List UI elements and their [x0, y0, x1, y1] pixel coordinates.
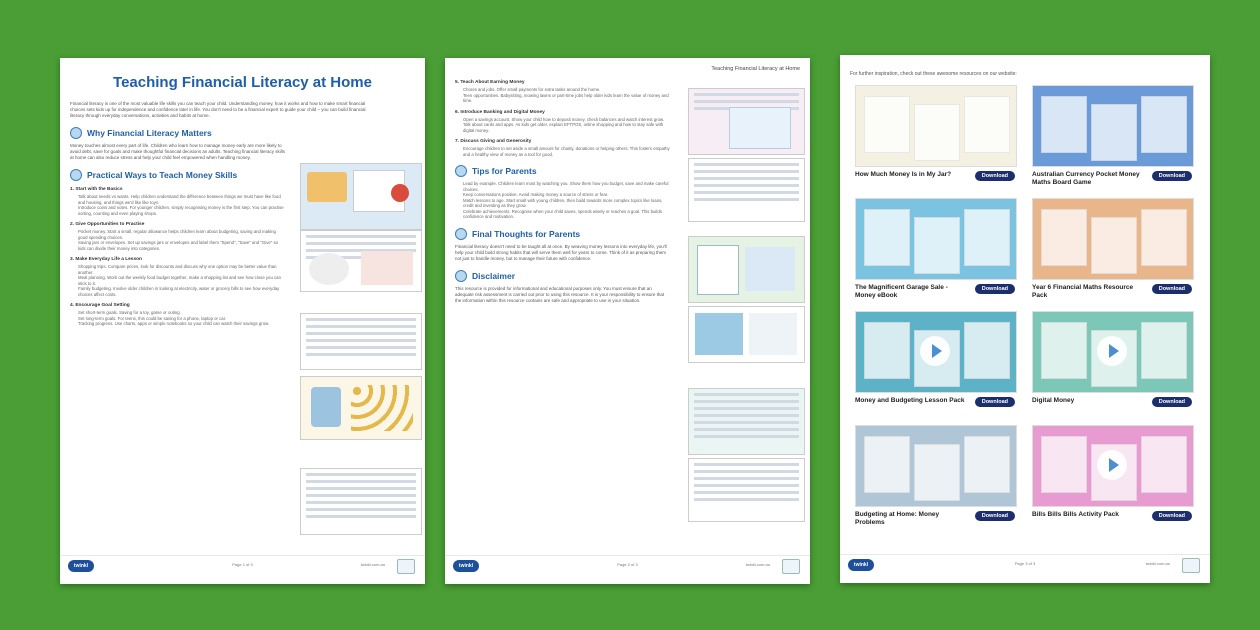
- resource-card[interactable]: [1032, 425, 1192, 519]
- document-page-2: [445, 58, 810, 584]
- step-title: 7. Discuss Giving and Generosity: [455, 139, 532, 144]
- resource-thumbnail[interactable]: [1032, 425, 1194, 507]
- twinkl-logo: twinkl: [453, 560, 479, 572]
- step-bullet: Talk about cards and apps. As kids get older, explain EFTPOS, online shopping and how to stay safe with digital money.: [463, 122, 664, 133]
- page-footer: [840, 554, 1210, 575]
- badge-icon: [782, 559, 800, 574]
- tip-bullet: Celebrate achievements. Recognise when your child saves, spends wisely or reaches a goal. This builds confidence and motivation.: [463, 208, 662, 219]
- play-icon[interactable]: [1097, 450, 1127, 480]
- section-heading: [70, 127, 415, 139]
- resource-thumbnail: [688, 306, 805, 363]
- resource-thumbnail: [300, 230, 422, 292]
- page-number: Page 3 of 3: [1014, 561, 1036, 566]
- resource-thumbnail[interactable]: [1032, 311, 1194, 393]
- resource-card[interactable]: [1032, 85, 1192, 187]
- step-title: 6. Introduce Banking and Digital Money: [455, 109, 545, 115]
- resource-title[interactable]: Bills Bills Bills Activity Pack: [1032, 511, 1119, 518]
- tip-bullet: Keep conversations positive. Avoid making money a source of stress or fear.: [463, 192, 609, 197]
- resource-thumbnail: [688, 388, 805, 455]
- resource-card[interactable]: [1032, 311, 1192, 405]
- section-title: Final Thoughts for Parents: [472, 228, 581, 239]
- twinkl-logo: twinkl: [848, 559, 874, 571]
- section-title: Tips for Parents: [472, 166, 537, 176]
- resource-thumbnail: [300, 313, 422, 370]
- page-title: Teaching Financial Literacy at Home: [113, 74, 372, 91]
- page-footer: [60, 555, 425, 576]
- bulb-icon: [455, 165, 467, 177]
- step-bullet: Tracking progress. Use charts, apps or simple notebooks so your child can watch their savings grow.: [78, 321, 270, 326]
- download-button[interactable]: Download: [975, 284, 1015, 294]
- step-title: 1. Start with the Basics: [70, 187, 123, 192]
- section-heading: [455, 228, 670, 240]
- footer-url: twinkl.com.au: [745, 562, 770, 567]
- resource-card[interactable]: [855, 198, 1015, 300]
- footer-url: twinkl.com.au: [1145, 561, 1170, 566]
- resource-title[interactable]: Money and Budgeting Lesson Pack: [855, 397, 965, 404]
- resource-thumbnail: [688, 458, 805, 522]
- running-head: Teaching Financial Literacy at Home: [711, 66, 800, 72]
- step-bullet: Chores and jobs. Offer small payments for extra tasks around the home.: [463, 87, 601, 92]
- step-bullet: Talk about needs vs wants. Help children understand the difference between things we must have like food and housing, and things we'd like like toys.: [78, 194, 281, 205]
- resource-title[interactable]: Year 6 Financial Maths Resource Pack: [1032, 284, 1134, 299]
- badge-icon: [1182, 558, 1200, 573]
- resource-title[interactable]: Budgeting at Home: Money Problems: [855, 511, 940, 526]
- resource-title[interactable]: Digital Money: [1032, 397, 1075, 404]
- step-title: 4. Encourage Goal Setting: [70, 303, 130, 308]
- resource-card[interactable]: [855, 425, 1015, 527]
- step-bullet: Saving jars or envelopes. Set up savings jars or envelopes and label them "Spend", "Save" and "Give" so kids can divide their money into categories.: [78, 240, 279, 251]
- resource-thumbnail: [688, 236, 805, 303]
- resource-thumbnail[interactable]: [855, 85, 1017, 167]
- bulb-icon: [70, 127, 82, 139]
- step-bullet: Teen opportunities. Babysitting, mowing lawns or part-time jobs help older kids learn the value of money and time.: [463, 92, 669, 103]
- resource-thumbnail: [300, 468, 422, 535]
- step-bullet: Shopping trips. Compare prices, look for discounts and discuss why one option may be better value than another.: [78, 264, 277, 275]
- resource-thumbnail[interactable]: [1032, 85, 1194, 167]
- play-icon[interactable]: [920, 336, 950, 366]
- page-number: Page 2 of 3: [617, 562, 638, 567]
- bulb-icon: [70, 169, 82, 181]
- resource-thumbnail: [688, 88, 805, 155]
- download-button[interactable]: Download: [975, 171, 1015, 181]
- download-button[interactable]: Download: [1152, 171, 1192, 181]
- step-bullet: Set long-term goals. For teens, this could be saving for a phone, laptop or car.: [78, 315, 227, 321]
- resource-thumbnail: [300, 163, 422, 230]
- resource-thumbnail: [688, 158, 805, 222]
- twinkl-logo: twinkl: [68, 560, 94, 572]
- resource-thumbnail[interactable]: [855, 311, 1017, 393]
- intro-text: Financial literacy is one of the most valuable life skills you can teach your child. Understanding money, how it works and how to make smart financial choices sets kids up for independence and confidence later in life. You don't need to be a financial expert to guide your child – you can build financial literacy through everyday conversations, activities and habits at home.: [70, 101, 366, 118]
- footer-url: twinkl.com.au: [360, 562, 385, 567]
- step-bullet: Family budgeting. Involve older children in looking at electricity, water or grocery bills to see how everyday choices affect costs.: [78, 286, 280, 297]
- page-footer: [445, 555, 810, 576]
- download-button[interactable]: Download: [1152, 511, 1192, 521]
- step-title: 2. Give Opportunities to Practise: [70, 222, 145, 227]
- step-bullet: Meal planning. Work out the weekly food budget together, make a shopping list and see how close you can stick to it.: [78, 275, 281, 286]
- step-bullet: Pocket money. Start a small, regular allowance helps children learn about budgeting, saving and making good spending choices.: [78, 229, 276, 240]
- resource-card[interactable]: [855, 311, 1015, 405]
- tip-bullet: Lead by example. Children learn most by watching you. Show them how you budget, save and make careful choices.: [463, 181, 669, 192]
- download-button[interactable]: Download: [1152, 284, 1192, 294]
- bulb-icon: [455, 270, 467, 282]
- download-button[interactable]: Download: [1152, 397, 1192, 407]
- resource-title[interactable]: The Magnificent Garage Sale - Money eBook: [855, 284, 948, 299]
- play-icon[interactable]: [1097, 336, 1127, 366]
- resource-card[interactable]: [1032, 198, 1192, 300]
- section-text: Money touches almost every part of life. Children who learn how to manage money early are more likely to avoid debt, save for goals and make thoughtful financial decisions as adults. Teaching financial literacy skills at home can also reduce stress and help your child feel empowered when handling money.: [70, 143, 286, 160]
- download-button[interactable]: Download: [975, 511, 1015, 521]
- resource-thumbnail[interactable]: [855, 425, 1017, 507]
- tip-bullet: Match lessons to age. Start small with young children, then build towards more complex topics like loans, credit and investing as they grow.: [463, 197, 663, 208]
- section-heading: [455, 270, 670, 282]
- resource-card[interactable]: [855, 85, 1015, 179]
- resource-title[interactable]: Australian Currency Pocket Money Maths Board Game: [1032, 171, 1140, 186]
- section-title: Disclaimer: [472, 270, 515, 281]
- step-title: 5. Teach About Earning Money: [455, 80, 525, 85]
- step-bullet: Introduce coins and notes. For younger children, simply recognising money is the first step. You can practise sorting, counting and even playing shops.: [78, 205, 284, 216]
- step-title: 3. Make Everyday Life a Lesson: [70, 257, 142, 262]
- section-heading: [455, 165, 670, 177]
- section-title: Practical Ways to Teach Money Skills: [87, 170, 238, 180]
- document-page-3: [840, 55, 1210, 583]
- resource-thumbnail[interactable]: [855, 198, 1017, 280]
- step-bullet: Open a savings account. Show your child how to deposit money, check balances and watch interest grow.: [463, 116, 665, 122]
- bulb-icon: [455, 228, 467, 240]
- resource-title[interactable]: How Much Money Is in My Jar?: [855, 171, 952, 178]
- resource-thumbnail: [300, 376, 422, 440]
- step-bullet: Set short-term goals. Saving for a toy, game or outing.: [78, 310, 181, 315]
- step-bullet: Encourage children to set aside a small amount for charity, donations or helping others. This fosters empathy and a healthy view of money as a tool for good.: [463, 146, 670, 157]
- download-button[interactable]: Download: [975, 397, 1015, 407]
- badge-icon: [397, 559, 415, 574]
- page-number: Page 1 of 3: [232, 562, 253, 567]
- resources-intro: For further inspiration, check out these awesome resources on our website:: [850, 71, 1017, 77]
- document-page-1: [60, 58, 425, 584]
- resource-thumbnail[interactable]: [1032, 198, 1194, 280]
- disclaimer-text: This resource is provided for informational and educational purposes only. You must ensure that an adequate risk assessment is carried out prior to using this resource. It is your responsibility to ensure that the information within this resource contains are safe and appropriate to use in your situation.: [455, 285, 665, 303]
- section-title: Why Financial Literacy Matters: [87, 128, 212, 138]
- final-text: Financial literacy doesn't need to be taught all at once. By weaving money lessons into everyday life, you'll help your child build strong habits that will serve them well for years to come. Think of it as preparing them not just to handle money, but to manage their future with confidence.: [455, 243, 667, 261]
